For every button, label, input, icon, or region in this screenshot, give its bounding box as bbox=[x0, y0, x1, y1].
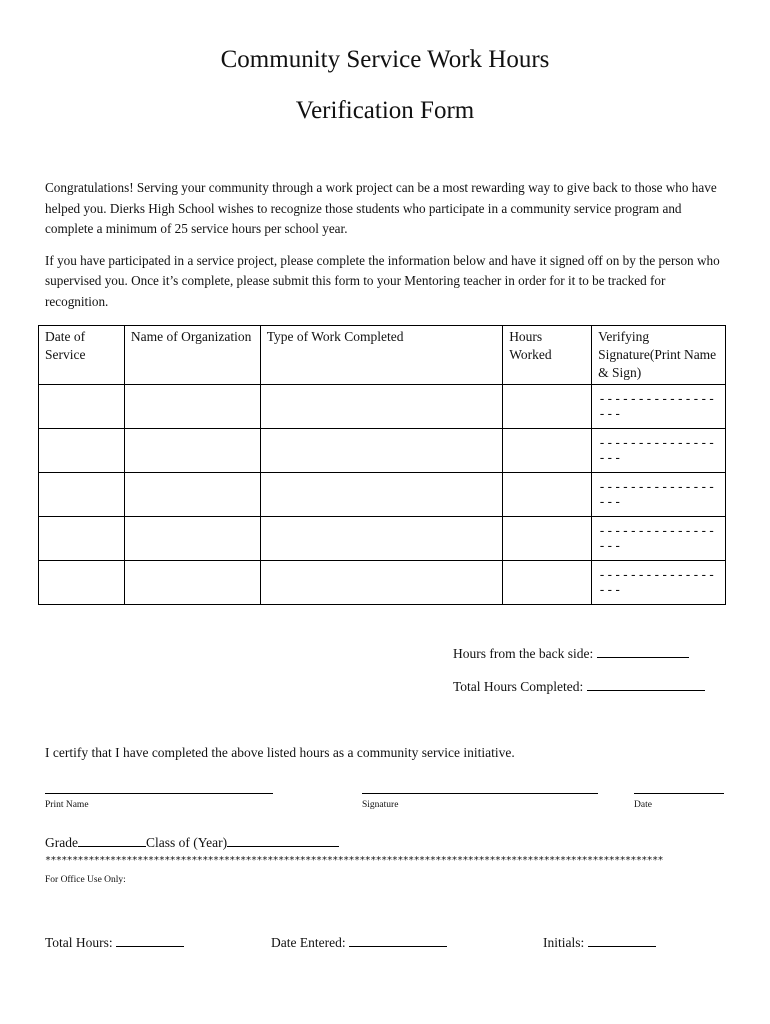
date-cell[interactable] bbox=[39, 429, 125, 473]
initials-field[interactable] bbox=[588, 945, 656, 947]
signature-cell[interactable] bbox=[592, 429, 726, 473]
office-use-label: For Office Use Only: bbox=[45, 875, 126, 885]
signature-cell[interactable] bbox=[592, 517, 726, 561]
date-cell[interactable] bbox=[39, 473, 125, 517]
total-hours-label: Total Hours Completed: bbox=[453, 679, 584, 694]
separator-stars: ****************************************************************************************************************** bbox=[45, 855, 663, 866]
hours-cell[interactable] bbox=[503, 561, 592, 605]
table-row bbox=[39, 561, 726, 605]
service-log-table bbox=[38, 325, 726, 605]
work-type-cell[interactable] bbox=[260, 429, 502, 473]
certify-statement: I certify that I have completed the above listed hours as a community service initiative. bbox=[45, 745, 515, 760]
signature-cell[interactable] bbox=[592, 385, 726, 429]
table-row bbox=[39, 429, 726, 473]
signature-dash-line: ------------------ bbox=[598, 567, 716, 598]
signature-field[interactable] bbox=[362, 793, 598, 794]
print-name-field[interactable] bbox=[45, 793, 273, 794]
header-work-type: Type of Work Completed bbox=[260, 326, 502, 385]
work-type-cell[interactable] bbox=[260, 473, 502, 517]
office-total-hours-row bbox=[45, 935, 184, 951]
work-type-cell[interactable] bbox=[260, 561, 502, 605]
table-row bbox=[39, 473, 726, 517]
intro-paragraph-2: If you have participated in a service project, please complete the information below and have it signed off on by the person who supervised you. Once it’s complete, please submit this form to your Mentoring teacher in order for it to be tracked for recognition. bbox=[45, 252, 720, 309]
header-organization: Name of Organization bbox=[124, 326, 260, 385]
signature-cell[interactable] bbox=[592, 561, 726, 605]
intro-paragraph-1: Congratulations! Serving your community through a work project can be a most rewarding way to give back to those who have helped you. Dierks High School wishes to recognize those students who participate in a community service program and complete a minimum of 25 service hours per school year. bbox=[45, 180, 717, 236]
date-field[interactable] bbox=[634, 793, 724, 794]
hours-cell[interactable] bbox=[503, 429, 592, 473]
back-side-hours-field[interactable] bbox=[597, 656, 689, 658]
class-of-label: Class of (Year) bbox=[145, 835, 228, 850]
header-signature: Verifying Signature(Print Name & Sign) bbox=[592, 326, 726, 385]
organization-cell[interactable] bbox=[124, 385, 260, 429]
table-row bbox=[39, 517, 726, 561]
back-side-hours-label: Hours from the back side: bbox=[453, 646, 594, 661]
initials-label: Initials: bbox=[543, 935, 585, 950]
table-header-row bbox=[39, 326, 726, 385]
organization-cell[interactable] bbox=[124, 517, 260, 561]
signature-dash-line: ------------------ bbox=[598, 391, 716, 422]
organization-cell[interactable] bbox=[124, 429, 260, 473]
signature-dash-line: ------------------ bbox=[598, 479, 716, 510]
class-of-field[interactable] bbox=[227, 845, 339, 847]
date-entered-label: Date Entered: bbox=[271, 935, 346, 950]
grade-class-row bbox=[45, 835, 339, 851]
date-cell[interactable] bbox=[39, 561, 125, 605]
signature-dash-line: ------------------ bbox=[598, 435, 716, 466]
grade-field[interactable] bbox=[78, 845, 146, 847]
back-side-hours-row bbox=[453, 646, 689, 662]
date-entered-row bbox=[271, 935, 447, 951]
form-title: Community Service Work Hours bbox=[220, 46, 550, 73]
work-type-cell[interactable] bbox=[260, 385, 502, 429]
hours-cell[interactable] bbox=[503, 473, 592, 517]
organization-cell[interactable] bbox=[124, 473, 260, 517]
hours-cell[interactable] bbox=[503, 385, 592, 429]
date-cell[interactable] bbox=[39, 385, 125, 429]
header-hours: Hours Worked bbox=[503, 326, 592, 385]
date-cell[interactable] bbox=[39, 517, 125, 561]
grade-label: Grade bbox=[45, 835, 78, 850]
table-row bbox=[39, 385, 726, 429]
total-hours-field[interactable] bbox=[587, 689, 705, 691]
office-total-hours-field[interactable] bbox=[116, 945, 184, 947]
date-entered-field[interactable] bbox=[349, 945, 447, 947]
hours-cell[interactable] bbox=[503, 517, 592, 561]
header-date: Date of Service bbox=[39, 326, 125, 385]
print-name-label: Print Name bbox=[45, 800, 89, 810]
signature-dash-line: ------------------ bbox=[598, 523, 716, 554]
signature-label: Signature bbox=[362, 800, 399, 810]
total-hours-row bbox=[453, 679, 705, 695]
signature-cell[interactable] bbox=[592, 473, 726, 517]
office-total-hours-label: Total Hours: bbox=[45, 935, 113, 950]
organization-cell[interactable] bbox=[124, 561, 260, 605]
initials-row bbox=[543, 935, 656, 951]
intro-text bbox=[45, 178, 725, 323]
date-label: Date bbox=[634, 800, 652, 810]
form-subtitle: Verification Form bbox=[295, 97, 475, 124]
work-type-cell[interactable] bbox=[260, 517, 502, 561]
